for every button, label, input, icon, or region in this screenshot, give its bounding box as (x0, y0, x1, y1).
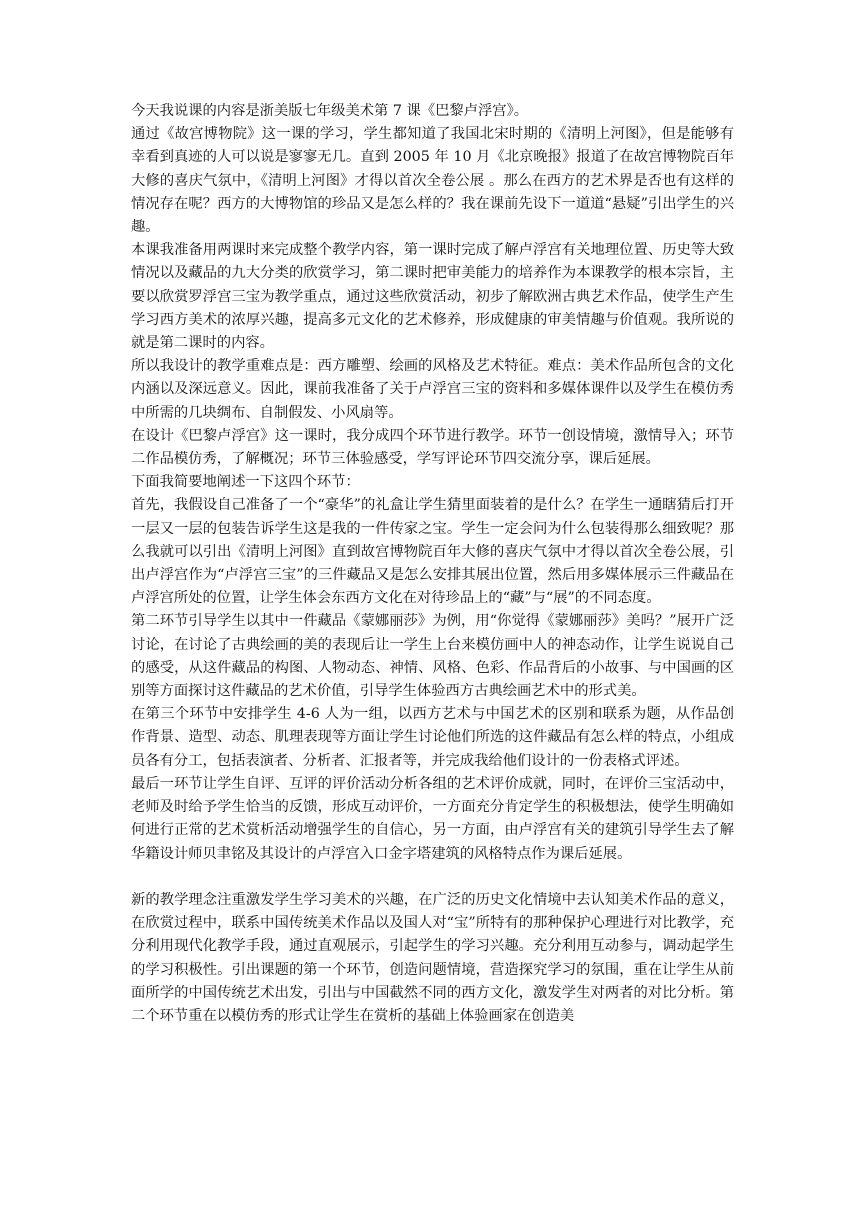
paragraph-plan: 本课我准备用两课时来完成整个教学内容，第一课时完成了解卢浮宫有关地理位置、历史等大致情况以及藏品的九大分类的欣赏学习，第二课时把审美能力的培养作为本课教学的根本宗旨，主要以欣赏罗浮宫三宝为教学重点，通过这些欣赏活动，初步了解欧洲古典艺术作品，使学生产生学习西方美术的浓厚兴趣，提高多元文化的艺术修养，形成健康的审美情趣与价值观。我所说的就是第二课时的内容。 (131, 242, 734, 352)
paragraph-stages-intro: 下面我简要地阐述一下这四个环节： (131, 474, 360, 491)
paragraph-stage-one: 首先，我假设自己准备了一个“豪华”的礼盒让学生猜里面装着的是什么？在学生一通瞎猜后打开一层又一层的包装告诉学生这是我的一件传家之宝。学生一定会问为什么包装得那么细致呢？那么我就可以引出《清明上河图》直到故宫博物院百年大修的喜庆气氛中才得以首次全卷公展，引出卢浮宫作为“卢浮宫三宝”的三件藏品又是怎么安排其展出位置，然后用多媒体展示三件藏品在卢浮宫所处的位置，让学生体会东西方文化在对待珍品上的“藏”与“展”的不同态度。 (131, 497, 734, 607)
paragraph-key-points: 所以我设计的教学重难点是：西方雕塑、绘画的风格及艺术特征。难点：美术作品所包含的文化内涵以及深远意义。因此，课前我准备了关于卢浮宫三宝的资料和多媒体课件以及学生在模仿秀中所需的几块绸布、自制假发、小风扇等。 (131, 358, 734, 421)
document-page (131, 100, 734, 1028)
paragraph-teaching-philosophy: 新的教学理念注重激发学生学习美术的兴趣，在广泛的历史文化情境中去认知美术作品的意义，在欣赏过程中，联系中国传统美术作品以及国人对“宝”所特有的那种保护心理进行对比教学，充分利用现代化教学手段，通过直观展示，引起学生的学习兴趣。充分利用互动参与，调动起学生的学习积极性。引出课题的第一个环节，创造问题情境，营造探究学习的氛围，重在让学生从前面所学的中国传统艺术出发，引出与中国截然不同的西方文化，激发学生对两者的对比分析。第二个环节重在以模仿秀的形式让学生在赏析的基础上体验画家在创造美 (131, 891, 734, 1024)
paragraph-stage-three: 在第三个环节中安排学生 4-6 人为一组，以西方艺术与中国艺术的区别和联系为题，从作品创作背景、造型、动态、肌理表现等方面让学生讨论他们所选的这件藏品有怎么样的特点，小组成员各有分工，包括表演者、分析者、汇报者等，并完成我给他们设计的一份表格式评述。 (131, 706, 734, 769)
paragraph-intro: 今天我说课的内容是浙美版七年级美术第 7 课《巴黎卢浮宫》。 (131, 103, 529, 119)
paragraph-background: 通过《故宫博物院》这一课的学习，学生都知道了我国北宋时期的《清明上河图》，但是能够有幸看到真迹的人可以说是寥寥无几。直到 2005 年 10 月《北京晚报》报道了在故宫博物院百年大修的喜庆气氛中，《清明上河图》才得以首次全卷公展 。那么在西方的艺术界是否也有这样的情况存在呢？西方的大博物馆的珍品又是怎么样的？我在课前先设下一道道“悬疑”引出学生的兴趣。 (131, 126, 734, 236)
paragraph-four-stages: 在设计《巴黎卢浮宫》这一课时，我分成四个环节进行教学。环节一创设情境，激情导入；环节二作品模仿秀，了解概况；环节三体验感受，学写评论环节四交流分享，课后延展。 (131, 427, 734, 468)
paragraph-stage-four: 最后一环节让学生自评、互评的评价活动分析各组的艺术评价成就，同时，在评价三宝活动中，老师及时给予学生恰当的反馈，形成互动评价，一方面充分肯定学生的积极想法，使学生明确如何进行正常的艺术赏析活动增强学生的自信心，另一方面，由卢浮宫有关的建筑引导学生去了解华籍设计师贝聿铭及其设计的卢浮宫入口金字塔建筑的风格特点作为课后延展。 (131, 775, 734, 862)
paragraph-gap (131, 866, 734, 889)
paragraph-stage-two: 第二环节引导学生以其中一件藏品《蒙娜丽莎》为例，用“你觉得《蒙娜丽莎》美吗？”展开广泛讨论，在讨论了古典绘画的美的表现后让一学生上台来模仿画中人的神态动作，让学生说说自己的感受，从这件藏品的构图、人物动态、神情、风格、色彩、作品背后的小故事、与中国画的区别等方面探讨这件藏品的艺术价值，引导学生体验西方古典绘画艺术中的形式美。 (131, 613, 734, 700)
